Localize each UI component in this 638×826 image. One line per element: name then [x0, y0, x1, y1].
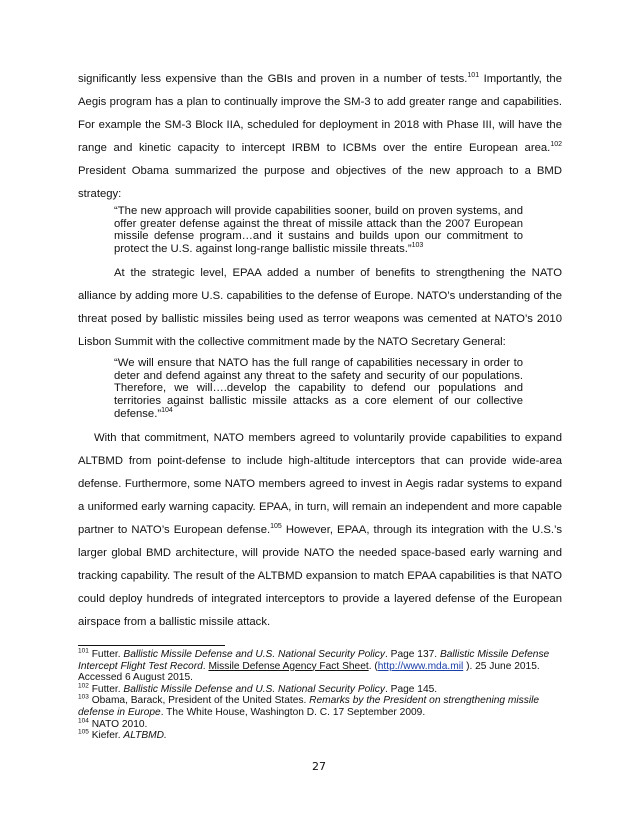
paragraph-strategic-level — [78, 262, 562, 354]
footnote-101 — [78, 649, 562, 684]
footnote-ref: 104 — [161, 407, 173, 415]
footnote-title: Ballistic Missile Defense and U.S. National Security Policy — [123, 649, 385, 660]
footnote-number: 105 — [78, 728, 89, 736]
paragraph-text: At the strategic level, EPAA added a number of benefits to strengthening the NATO alliance by adding more U.S. capabilities to the defense of Europe. NATO’s understanding of the threat posed by ballistic missiles being used as terror weapons was cemented at NATO’s 2010 Lisbon Summit with the collective commitment made by the NATO Secretary General: — [78, 267, 562, 348]
paragraph-aegis — [78, 68, 562, 206]
footnote-text: NATO 2010. — [88, 718, 148, 730]
footnote-ref: 102 — [550, 141, 562, 149]
quote-text: “We will ensure that NATO has the full range of capabilities necessary in order to deter and defend against any threat to the safety and security of our populations. Therefore, we will….develop the capability to defend our populations and territories against ballistic missile attacks as a core element of our collective defense.” — [114, 357, 523, 420]
paragraph-commitment — [78, 427, 562, 634]
block-quote-obama — [114, 205, 523, 256]
page-number: 27 — [312, 760, 326, 773]
paragraph-text: With that commitment, NATO members agreed to voluntarily provide capabilities to expand ALTBMD from point-defense to include high-altitude interceptors that can provide wide-area defense. Furthermore, some NATO members agreed to invest in Aegis radar systems to expand a uniformed early warning capacity. EPAA, in turn, will remain an independent and more capable partner to NATO’s European defense. — [78, 432, 562, 536]
footnote-ref: 103 — [411, 242, 424, 250]
footnote-number: 104 — [78, 717, 89, 725]
footnote-text: . The White House, Washington D. C. 17 September 2009. — [160, 706, 426, 718]
footnote-102 — [78, 684, 562, 696]
footnotes — [78, 649, 562, 742]
footnote-text: . ( — [368, 660, 378, 672]
footnote-text: Obama, Barack, President of the United States. — [88, 695, 310, 707]
footnote-divider — [78, 645, 225, 646]
footnote-text: Futter. — [88, 683, 124, 695]
footnote-title: Ballistic Missile Defense and U.S. National Security Policy — [123, 683, 385, 695]
paragraph-text: Importantly, the Aegis program has a plan to continually improve the SM-3 to add greater range and capabilities. For example the SM-3 Block IIA, scheduled for deployment in 2018 with Phase III, will have the range and kinetic capacity to intercept IRBM to ICBMs over the entire European area. — [78, 73, 562, 154]
footnote-number: 101 — [78, 647, 89, 655]
footnote-text: . Page 145. — [385, 683, 438, 695]
footnote-url-link[interactable]: http://www.mda.mil — [377, 660, 464, 672]
footnote-source: Missile Defense Agency Fact Sheet — [208, 660, 369, 672]
footnote-104 — [78, 719, 562, 731]
block-quote-nato — [114, 357, 523, 421]
footnote-text: . — [202, 660, 209, 672]
footnote-text: . Page 137. — [385, 649, 440, 660]
footnote-number: 103 — [78, 693, 89, 701]
quote-text: “The new approach will provide capabilities sooner, build on proven systems, and offer greater defense against the threat of missile attack than the 2007 European missile defense program…and it sustains and builds upon our commitment to protect the U.S. against long-range ballistic missile threats.” — [114, 205, 523, 256]
footnote-title: Remarks by the President on strengthening missile defense in Europe — [78, 695, 540, 718]
footnote-ref: 101 — [467, 72, 480, 80]
paragraph-text: significantly less expensive than the GBIs and proven in a number of tests. — [78, 73, 468, 85]
footnote-ref: 105 — [270, 523, 282, 531]
footnote-text: Kiefer. — [88, 730, 124, 742]
footnote-text: Futter. — [88, 649, 124, 660]
footnote-title: ALTBMD. — [123, 730, 167, 742]
footnote-number: 102 — [78, 682, 89, 690]
footnote-103 — [78, 695, 562, 718]
footnote-text: ). 25 June 2015. Accessed 6 August 2015. — [78, 660, 540, 684]
paragraph-text: President Obama summarized the purpose and objectives of the new approach to a BMD strategy: — [78, 165, 562, 200]
footnote-title: Ballistic Missile Defense Intercept Flight Test Record — [78, 649, 550, 672]
footnote-105 — [78, 730, 562, 742]
paragraph-text: However, EPAA, through its integration with the U.S.’s larger global BMD architecture, will provide NATO the needed space-based early warning and tracking capability. The result of the ALTBMD expansion to match EPAA capabilities is that NATO could deploy hundreds of integrated interceptors to provide a layered defense of the European airspace from a ballistic missile attack. — [78, 524, 562, 628]
